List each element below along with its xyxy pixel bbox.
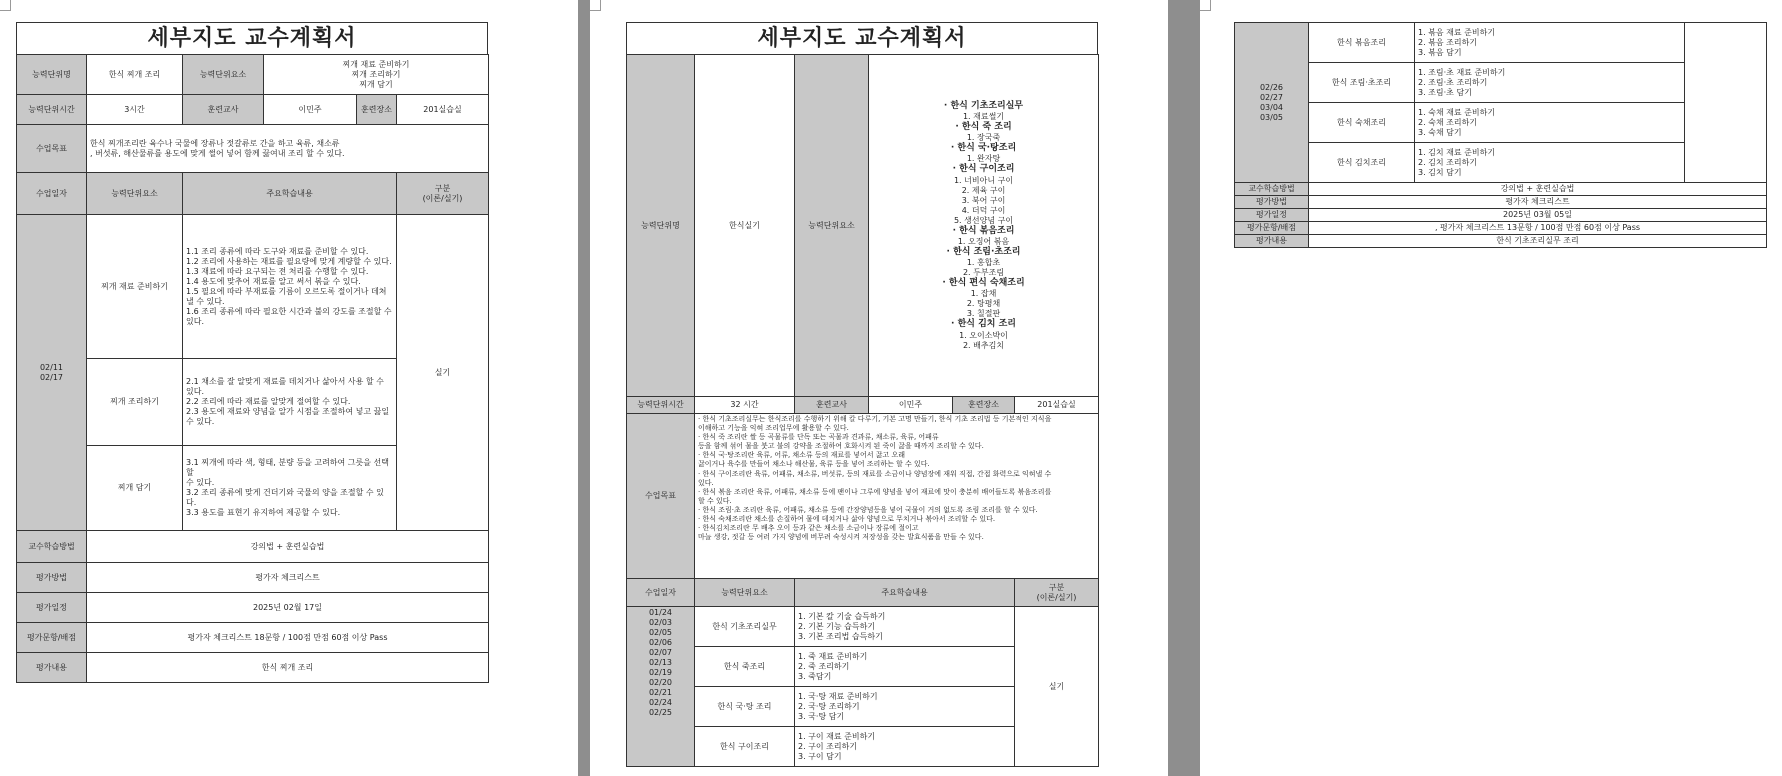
outline-item: 2. 두부조림 xyxy=(962,268,1005,277)
element-cell: 한식 구이조리 xyxy=(695,727,795,767)
element-cell: 한식 김치조리 xyxy=(1309,143,1415,183)
content-item: 1. 조림·초 재료 준비하기 xyxy=(1418,67,1506,77)
eval-date-value: 2025년 02월 17일 xyxy=(87,593,489,623)
unit-name-value: 한식실기 xyxy=(695,55,795,397)
outline-item: 2. 제육 구이 xyxy=(961,185,1006,195)
eval-date-label: 평가일정 xyxy=(1235,209,1309,222)
outline-item: 1. 오징어 볶음 xyxy=(957,236,1010,246)
outline-item: 1. 오이소박이 xyxy=(959,330,1008,340)
hours-value: 32 시간 xyxy=(695,397,795,414)
outline-item: 1. 잡채 xyxy=(970,289,997,299)
eval-method-value: 평가자 체크리스트 xyxy=(87,563,489,593)
eval-item-value: 평가자 체크리스트 18문항 / 100점 만점 60점 이상 Pass xyxy=(87,623,489,653)
content-cell: 3.1 찌개에 따라 색, 형태, 분량 등을 고려하여 그릇을 선택할 수 있다. 3.2 조리 종류에 맞게 건더기와 국물의 양을 조절할 수 있다. 3.3 용도를 표현기 유지하여 제공할 수 있다. xyxy=(183,446,397,531)
outline-item: 1. 장국죽 xyxy=(966,133,1001,142)
page-corner-mark xyxy=(590,0,601,11)
instructor-value: 이민주 xyxy=(264,95,357,125)
instructor-label: 훈련교사 xyxy=(795,397,869,414)
unit-name-value: 한식 찌개 조리 xyxy=(87,55,183,95)
eval-content-value: 한식 기초조리실무 조리 xyxy=(1309,235,1767,248)
outline-heading: · 한식 편식 숙채조리 xyxy=(942,278,1025,288)
content-cell xyxy=(1415,143,1685,183)
eval-method-label: 평가방법 xyxy=(17,563,87,593)
outline-heading: · 한식 죽 조리 xyxy=(955,121,1012,132)
goal-label: 수업목표 xyxy=(17,125,87,173)
element-cell: 한식 조림·초조리 xyxy=(1309,63,1415,103)
outline-item: 2. 배추김치 xyxy=(962,340,1005,350)
method-label: 교수학습방법 xyxy=(17,531,87,563)
outline-item: 1. 너비아니 구이 xyxy=(953,175,1014,185)
hours-label: 능력단위시간 xyxy=(627,397,695,414)
content-item: 1. 숙채 재료 준비하기 xyxy=(1418,107,1496,117)
element-label: 능력단위요소 xyxy=(795,55,869,397)
content-item: 2. 볶음 조리하기 xyxy=(1418,37,1478,47)
content-item: 3. 구이 담기 xyxy=(798,751,842,761)
type-cell: 실기 xyxy=(1015,607,1099,767)
element-cell: 찌개 담기 xyxy=(87,446,183,531)
eval-item-label: 평가문항/배점 xyxy=(17,623,87,653)
date-header: 수업일자 xyxy=(627,579,695,607)
place-label: 훈련장소 xyxy=(357,95,397,125)
outline-item: 2. 탕평채 xyxy=(966,299,1001,309)
eval-date-value: 2025년 03월 05일 xyxy=(1309,209,1767,222)
hours-label: 능력단위시간 xyxy=(17,95,87,125)
content-cell xyxy=(1415,63,1685,103)
outline-heading: · 한식 기초조리실무 xyxy=(943,100,1024,111)
content-cell xyxy=(795,687,1015,727)
eval-method-label: 평가방법 xyxy=(1235,196,1309,209)
method-label: 교수학습방법 xyxy=(1235,183,1309,196)
outline-heading: · 한식 김치 조리 xyxy=(951,319,1016,330)
type-cell xyxy=(1685,23,1767,183)
outline-item: 3. 칠절판 xyxy=(966,309,1001,319)
outline-heading: · 한식 볶음조리 xyxy=(952,225,1015,236)
element-cell: 찌개 조리하기 xyxy=(87,359,183,446)
eval-item-label: 평가문항/배점 xyxy=(1235,222,1309,235)
page-corner-mark xyxy=(0,0,11,11)
eval-content-label: 평가내용 xyxy=(1235,235,1309,248)
outline-item: 1. 재료썰기 xyxy=(962,111,1005,121)
element-cell: 한식 볶음조리 xyxy=(1309,23,1415,63)
document-page-2 xyxy=(590,0,1168,776)
content-item: 2. 죽 조리하기 xyxy=(798,661,850,671)
unit-elements-value: 찌개 재료 준비하기 찌개 조리하기 찌개 담기 xyxy=(264,55,489,95)
goal-value: 한식 찌개조리란 육수나 국물에 장류나 젓갈류로 간을 하고 육류, 채소류 , 버섯류, 해산물류를 용도에 맞게 썰어 넣어 함께 끓여내 조리 할 수 있다. xyxy=(87,125,489,173)
dates-cell: 02/26 02/27 03/04 03/05 xyxy=(1235,23,1309,183)
element-label: 능력단위요소 xyxy=(183,55,264,95)
place-value: 201실습실 xyxy=(397,95,489,125)
outline-item: 1. 홍합초 xyxy=(966,258,1001,267)
content-cell xyxy=(795,727,1015,767)
content-item: 2. 국·탕 조리하기 xyxy=(798,701,860,711)
content-cell xyxy=(795,607,1015,647)
content-cell xyxy=(1415,23,1685,63)
element-header: 능력단위요소 xyxy=(695,579,795,607)
goal-label: 수업목표 xyxy=(627,414,695,579)
lesson-plan-table xyxy=(626,54,1099,767)
instructor-label: 훈련교사 xyxy=(183,95,264,125)
content-item: 1. 김치 재료 준비하기 xyxy=(1418,147,1496,157)
content-item: 3. 숙채 담기 xyxy=(1418,127,1462,137)
lesson-plan-table xyxy=(16,54,489,683)
content-item: 3. 국·탕 담기 xyxy=(798,711,845,721)
instructor-value: 이민주 xyxy=(869,397,953,414)
outline-heading: · 한식 조림·초조리 xyxy=(946,246,1021,257)
outline-item: 1. 완자탕 xyxy=(966,154,1001,164)
type-cell: 실기 xyxy=(397,215,489,531)
content-item: 2. 구이 조리하기 xyxy=(798,741,858,751)
content-header: 주요학습내용 xyxy=(795,579,1015,607)
element-cell: 한식 국·탕 조리 xyxy=(695,687,795,727)
content-item: 1. 볶음 재료 준비하기 xyxy=(1418,27,1496,37)
outline-item: 4. 더덕 구이 xyxy=(961,205,1006,215)
eval-item-value: , 평가자 체크리스트 13문항 / 100점 만점 60점 이상 Pass xyxy=(1309,222,1767,235)
outline-item: 5. 생선양념 구이 xyxy=(953,215,1014,225)
dates-cell: 01/24 02/03 02/05 02/06 02/07 02/13 02/19 02/20 02/21 02/24 02/25 xyxy=(627,607,695,767)
content-item: 2. 숙채 조리하기 xyxy=(1418,117,1478,127)
content-cell: 1.1 조리 종류에 따라 도구와 재료를 준비할 수 있다. 1.2 조리에 사용하는 재료를 필요량에 맞게 계량할 수 있다. 1.3 재료에 따라 요구되는 전 처리를 수행할 수 있다. 1.4 용도에 맞추어 재료를 알고 써서 볶을 수 있다. 1.5 필요에 따라 부재료를 기름이 오르도록 절이거나 데쳐낼 수 있다. 1.6 조리 종류에 따라 필요한 시간과 불의 강도를 조절할 수 있다. xyxy=(183,215,397,359)
hours-value: 3시간 xyxy=(87,95,183,125)
content-cell: 2.1 채소를 잘 알맞게 재료를 데치거나 삶아서 사용 할 수 있다. 2.2 조리에 따라 재료를 알맞게 절여할 수 있다. 2.3 용도에 재료와 양념을 알가 시점을 조절하여 넣고 끓일 수 있다. xyxy=(183,359,397,446)
type-header: 구분 (이론/실기) xyxy=(397,173,489,215)
content-item: 3. 죽담기 xyxy=(798,671,832,681)
method-value: 강의법 + 훈련실습법 xyxy=(1309,183,1767,196)
element-header: 능력단위요소 xyxy=(87,173,183,215)
document-page-3 xyxy=(1200,0,1782,776)
outline-heading: · 한식 구이조리 xyxy=(952,164,1015,175)
outline-item: 3. 북어 구이 xyxy=(961,195,1006,205)
content-item: 3. 기본 조리법 습득하기 xyxy=(798,631,883,641)
element-cell: 한식 죽조리 xyxy=(695,647,795,687)
dates-cell: 02/11 02/17 xyxy=(17,215,87,531)
place-value: 201실습실 xyxy=(1015,397,1099,414)
content-cell xyxy=(1415,103,1685,143)
content-cell xyxy=(795,647,1015,687)
content-item: 3. 볶음 담기 xyxy=(1418,47,1462,57)
goal-value: · 한식 기초조리실무는 한식조리를 수행하기 위해 칼 다루기, 기본 고명 만들기, 한식 기초 조리법 등 기본적인 지식을 이해하고 기능을 익혀 조리업무에 활용할 수 있다. · 한식 죽 조리란 쌀 등 곡물류를 단독 또는 곡물과 견과류, 채소류, 육류, 어패류 등을 함께 섞어 물을 붓고 불의 강약을 조절하여 호화시켜 된 죽이 끓을 때까지 조리할 수 있다. · 한식 국·탕조리란 육류, 어류, 채소류 등의 재료를 넣어서 끓고 오래 끓이거나 육수를 만들어 채소나 해산물, 육류 등을 넣어 조리하는 할 수 있다. · 한식 구이조리란 육류, 어패류, 채소류, 버섯류, 등의 재료를 소금이나 양념장에 재워 직접, 간접 화력으로 익혀낼 수 있다. · 한식 볶음 조리란 육류, 어패류, 채소류 등에 팬이나 그루에 양념을 넣어 재료에 맛이 충분히 배어들도록 볶음조리를 할 수 있다. · 한식 조림·초 조리란 육류, 어패류, 채소류 등에 간장양념등을 넣어 국물이 거의 없도록 조림 조리를 할 수 있다. · 한식 숙채조리란 채소를 손질하여 물에 데치거나 삶아 양념으로 무치거나 볶아서 조리할 수 있다. · 한식김치조리란 무 배추 오이 등과 같은 채소를 소금이나 장류에 절이고 마늘 생강, 젓갈 등 여러 가지 양념에 버무려 숙성시켜 저장성을 갖는 발효식품을 만들 수 있다. xyxy=(695,414,1099,579)
element-cell: 한식 기초조리실무 xyxy=(695,607,795,647)
unit-name-label: 능력단위명 xyxy=(17,55,87,95)
lesson-plan-table xyxy=(1234,22,1767,248)
content-item: 1. 구이 재료 준비하기 xyxy=(798,731,876,741)
content-item: 2. 조림·초 조리하기 xyxy=(1418,77,1488,87)
content-item: 1. 기본 칼 기술 습득하기 xyxy=(798,611,886,621)
page-title: 세부지도 교수계획서 xyxy=(16,22,488,54)
eval-content-label: 평가내용 xyxy=(17,653,87,683)
unit-name-label: 능력단위명 xyxy=(627,55,695,397)
eval-content-value: 한식 찌개 조리 xyxy=(87,653,489,683)
page-title: 세부지도 교수계획서 xyxy=(626,22,1098,54)
content-item: 2. 기본 기능 습득하기 xyxy=(798,621,876,631)
place-label: 훈련장소 xyxy=(953,397,1015,414)
method-value: 강의법 + 훈련실습법 xyxy=(87,531,489,563)
date-header: 수업일자 xyxy=(17,173,87,215)
type-header: 구분 (이론/실기) xyxy=(1015,579,1099,607)
eval-date-label: 평가일정 xyxy=(17,593,87,623)
element-cell: 찌개 재료 준비하기 xyxy=(87,215,183,359)
content-item: 1. 죽 재료 준비하기 xyxy=(798,651,868,661)
content-item: 2. 김치 조리하기 xyxy=(1418,157,1478,167)
outline-heading: · 한식 국·탕조리 xyxy=(950,143,1017,153)
course-outline xyxy=(869,55,1099,397)
document-page-1 xyxy=(0,0,578,776)
element-cell: 한식 숙채조리 xyxy=(1309,103,1415,143)
page-corner-mark xyxy=(1200,0,1211,11)
content-item: 3. 조림·초 담기 xyxy=(1418,87,1472,97)
content-item: 3. 김치 담기 xyxy=(1418,167,1462,177)
content-header: 주요학습내용 xyxy=(183,173,397,215)
content-item: 1. 국·탕 재료 준비하기 xyxy=(798,691,878,701)
eval-method-value: 평가자 체크리스트 xyxy=(1309,196,1767,209)
